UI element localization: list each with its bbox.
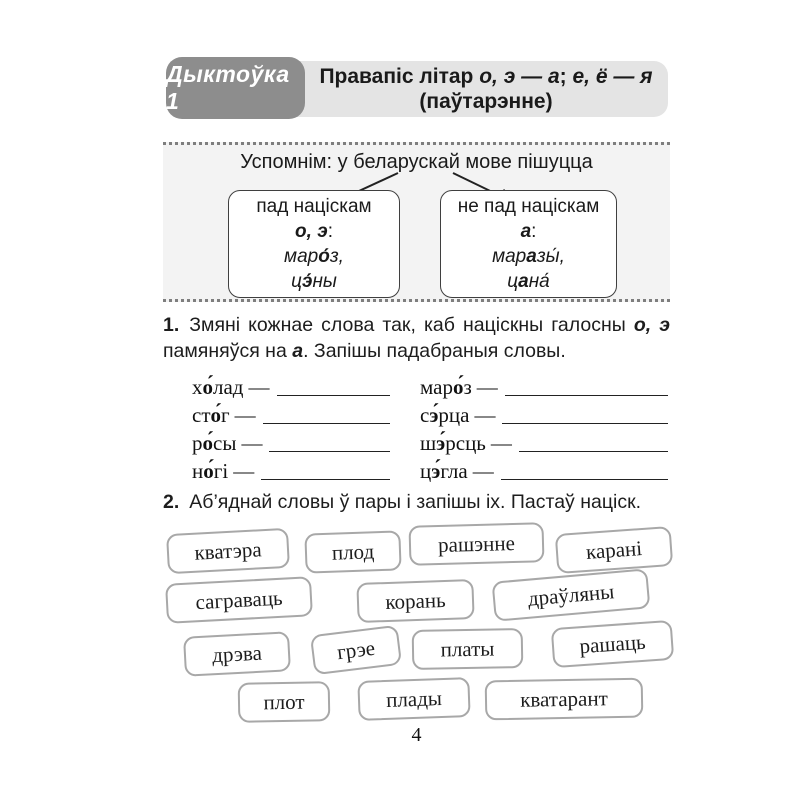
word-dash: — bbox=[476, 375, 498, 399]
word-label: цэ́гла bbox=[420, 459, 468, 483]
word-card: кватарант bbox=[485, 678, 644, 721]
unstressed-rule-box bbox=[440, 190, 617, 298]
word-row bbox=[192, 457, 390, 485]
answer-blank bbox=[502, 423, 668, 424]
answer-blank bbox=[261, 479, 390, 480]
exercise-1-section bbox=[163, 312, 670, 485]
exercise-1-instruction-text: Змяні кожнае слова так, каб націскны галосны о, э памяняўся на а. Запішы падабраныя словы. bbox=[163, 314, 670, 362]
rule-line: пад націскам bbox=[256, 196, 372, 217]
lesson-title-line1: Правапіс літар о, э — а; е, ё — я bbox=[319, 65, 653, 88]
word-card: корань bbox=[356, 579, 474, 623]
word-row bbox=[420, 373, 668, 401]
word-list-left bbox=[192, 373, 390, 485]
answer-blank bbox=[269, 451, 390, 452]
word-dash: — bbox=[248, 375, 270, 399]
word-card: рашэнне bbox=[408, 522, 544, 566]
answer-blank bbox=[505, 395, 668, 396]
word-row bbox=[192, 373, 390, 401]
word-row bbox=[192, 401, 390, 429]
word-list-right bbox=[420, 373, 668, 485]
word-list bbox=[163, 373, 670, 485]
exercise-2-instruction-text: Аб’яднай словы ў пары і запішы іх. Пастаў націск. bbox=[189, 491, 642, 513]
word-dash: — bbox=[472, 459, 494, 483]
word-label: сэ́рца bbox=[420, 403, 470, 427]
exercise-1-instruction bbox=[163, 312, 670, 364]
word-card: кватэра bbox=[166, 528, 290, 574]
word-cards bbox=[163, 521, 670, 726]
stressed-rule-box bbox=[228, 190, 400, 298]
word-row bbox=[192, 429, 390, 457]
answer-blank bbox=[501, 479, 668, 480]
word-label: сто́г bbox=[192, 403, 230, 427]
rule-example: цэ́ны bbox=[291, 271, 337, 292]
word-label: маро́з bbox=[420, 375, 472, 399]
recall-heading: Успомнім: у беларускай мове пішуцца bbox=[240, 151, 593, 173]
word-label: хо́лад bbox=[192, 375, 244, 399]
word-card: платы bbox=[412, 628, 524, 670]
word-row bbox=[420, 401, 668, 429]
word-card: рашаць bbox=[551, 620, 674, 668]
rule-line: не пад націскам bbox=[457, 196, 600, 217]
exercise-2-instruction bbox=[163, 489, 670, 515]
rule-letters: о, э: bbox=[295, 221, 333, 242]
exercise-1-number: 1. bbox=[163, 314, 180, 336]
word-card: плод bbox=[304, 530, 401, 573]
word-row bbox=[420, 429, 668, 457]
word-row bbox=[420, 457, 668, 485]
word-dash: — bbox=[474, 403, 496, 427]
dictation-badge: Дыктоўка 1 bbox=[166, 57, 305, 119]
rule-example: маро́з, bbox=[284, 246, 344, 267]
word-card: плады bbox=[357, 677, 470, 721]
word-card: дрэва bbox=[183, 631, 291, 676]
word-card: грэе bbox=[310, 625, 402, 675]
lesson-title-line2: (паўтарэнне) bbox=[419, 90, 553, 113]
word-dash: — bbox=[234, 403, 256, 427]
word-label: но́гі bbox=[192, 459, 229, 483]
exercise-2-number: 2. bbox=[163, 491, 180, 513]
rule-example: маразы́, bbox=[492, 246, 565, 267]
word-label: ро́сы bbox=[192, 431, 237, 455]
rule-letters: а: bbox=[520, 221, 537, 242]
exercise-2-section bbox=[163, 489, 670, 726]
answer-blank bbox=[277, 395, 391, 396]
word-card: драўляны bbox=[492, 568, 651, 621]
word-label: шэ́рсць bbox=[420, 431, 486, 455]
answer-blank bbox=[263, 423, 390, 424]
rule-example: цана́ bbox=[507, 271, 550, 292]
page-number: 4 bbox=[411, 724, 422, 746]
word-card: саграваць bbox=[165, 576, 313, 624]
word-card: плот bbox=[238, 681, 331, 723]
word-dash: — bbox=[233, 459, 255, 483]
word-card: карані bbox=[555, 526, 674, 574]
word-dash: — bbox=[490, 431, 512, 455]
recall-section bbox=[163, 142, 670, 302]
answer-blank bbox=[519, 451, 668, 452]
word-dash: — bbox=[241, 431, 263, 455]
